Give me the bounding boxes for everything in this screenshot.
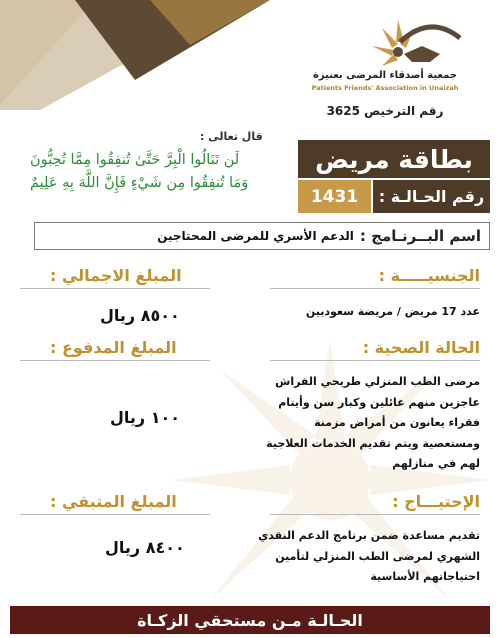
paid-amount-value: ١٠٠ ريال [110,408,180,427]
paid-amount-label: المبلغ المدفوع : [50,338,177,357]
total-amount-label: المبلغ الاجمالي : [50,266,182,285]
org-name-arabic: جمعية أصدقاء المرضى بعنيزة [312,70,457,81]
verse-line-1: لَن تَنَالُوا الْبِرَّ حَتَّىٰ تُنفِقُوا مِمَّا تُحِبُّونَ [30,152,240,168]
verse-line-2: وَمَا تُنفِقُوا مِن شَيْءٍ فَإِنَّ اللَّهَ بِهِ عَلِيمٌ [30,175,249,191]
remaining-amount-label: المبلغ المتبقي : [50,492,177,511]
need-divider [270,514,480,515]
card-title: بطاقة مريض [298,140,490,178]
association-logo [360,12,470,78]
case-number-label: رقم الحـالـة : [373,180,490,213]
nationality-value: عدد 17 مريض / مريضة سعوديين [305,305,480,318]
health-status-label: الحالة الصحية : [362,338,480,357]
health-status-text: مرضى الطب المنزلي طريحي الفراش عاجزين منهم عائلين وكبار سن وأيتام فقراء يعانون من أمراض مزمنة ومستعصية ويتم تقديم الخدمات العلاجية لهم في منازلهم [266,375,480,470]
zakat-eligibility-banner: الحـالـة مـن مستحقي الزكـاة [10,606,490,634]
remaining-divider [20,514,210,515]
need-text: تقديم مساعدة ضمن برنامج الدعم النقدي الشهري لمرضى الطب المنزلي لتأمين احتياجاتهم الأساسية [258,529,480,583]
remaining-amount-value: ٨٤٠٠ ريال [105,538,185,557]
total-divider [20,288,210,289]
need-label: الإحتيـــاج : [392,492,480,511]
verse-intro: قال تعالى : [200,130,263,143]
program-value: الدعم الأسري للمرضى المحتاجين [157,229,354,243]
health-divider [270,360,480,361]
case-number-value: 1431 [298,180,371,213]
paid-divider [20,360,210,361]
corner-decoration [0,0,270,110]
nationality-divider [270,288,480,289]
org-name-english: Patients Friends' Association in Unaizah [311,84,459,92]
program-label: اسم البــرنـامج : [359,227,481,245]
total-amount-value: ٨٥٠٠ ريال [100,306,180,325]
program-row [34,222,490,250]
license-number: رقم الترخيص 3625 [326,104,444,118]
nationality-label: الجنسيـــــة : [378,266,480,285]
